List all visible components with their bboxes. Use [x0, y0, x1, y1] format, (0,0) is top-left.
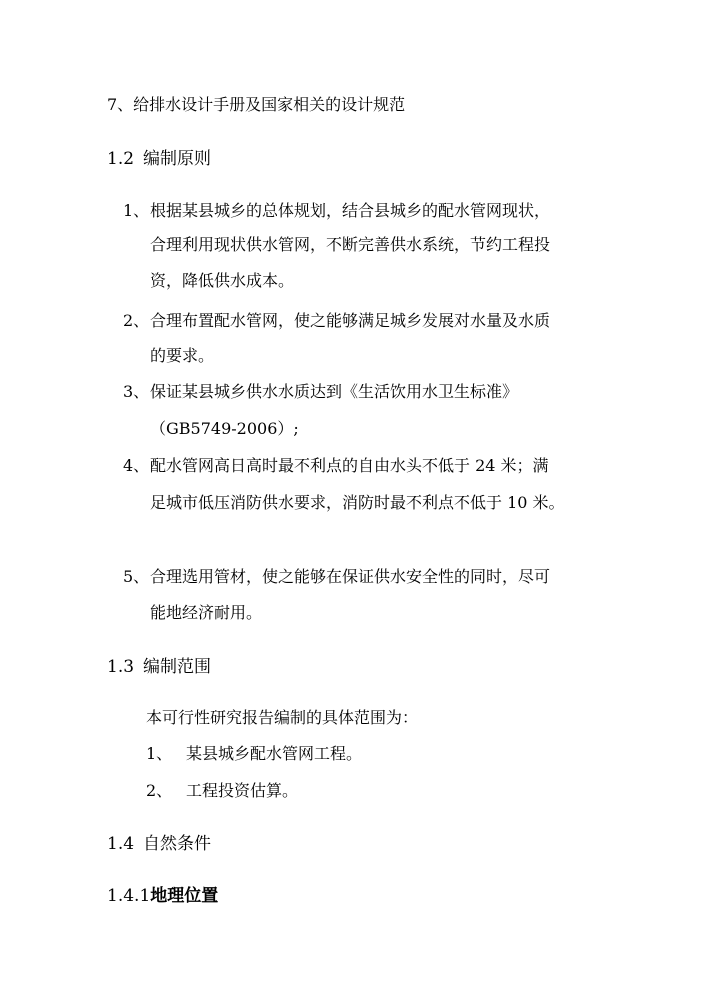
principle-4-marker: 4、 — [123, 456, 150, 475]
section-title: 自然条件 — [143, 834, 211, 854]
principle-4-line-1: 配水管网高日高时最不利点的自由水头不低于 24 米；满 — [150, 456, 549, 475]
section-number: 1.2 — [107, 149, 135, 169]
section-number: 1.4.1 — [107, 886, 151, 906]
principle-3-line-1: 保证某县城乡供水水质达到《生活饮用水卫生标准》 — [150, 382, 519, 401]
principle-3-marker: 3、 — [123, 382, 150, 401]
section-number: 1.3 — [107, 657, 135, 677]
principle-1-line-1: 根据某县城乡的总体规划，结合县城乡的配水管网现状， — [150, 201, 551, 220]
scope-item-1-marker: 1、 — [146, 744, 173, 763]
section-number: 1.4 — [107, 834, 135, 854]
principle-2-marker: 2、 — [123, 311, 150, 330]
principle-1-line-3: 资，降低供水成本。 — [150, 271, 295, 290]
principle-2-line-1: 合理布置配水管网，使之能够满足城乡发展对水量及水质 — [150, 311, 551, 330]
principle-4-line-2: 足城市低压消防供水要求，消防时最不利点不低于 10 米。 — [150, 493, 565, 512]
principle-1-line-2: 合理利用现状供水管网，不断完善供水系统，节约工程投 — [150, 235, 551, 254]
scope-item-2-marker: 2、 — [146, 781, 173, 800]
scope-item-1-text: 某县城乡配水管网工程。 — [186, 744, 363, 763]
principle-5-line-2: 能地经济耐用。 — [150, 603, 263, 622]
principle-5-line-1: 合理选用管材，使之能够在保证供水安全性的同时，尽可 — [150, 567, 551, 586]
section-heading-1-4-1 — [107, 885, 218, 907]
section-title: 地理位置 — [150, 886, 219, 906]
principle-2-line-2: 的要求。 — [150, 346, 215, 365]
section-title: 编制范围 — [143, 657, 211, 677]
section-title: 编制原则 — [143, 149, 211, 169]
scope-intro: 本可行性研究报告编制的具体范围为： — [146, 708, 419, 727]
section-heading-1-2 — [107, 148, 211, 170]
scope-item-2-text: 工程投资估算。 — [186, 781, 299, 800]
reference-item-7: 7、给排水设计手册及国家相关的设计规范 — [107, 95, 406, 114]
principle-1-marker: 1、 — [123, 201, 150, 220]
section-heading-1-4 — [107, 833, 211, 855]
principle-3-line-2: （GB5749-2006）; — [150, 419, 299, 438]
section-heading-1-3 — [107, 656, 211, 678]
principle-5-marker: 5、 — [123, 567, 150, 586]
